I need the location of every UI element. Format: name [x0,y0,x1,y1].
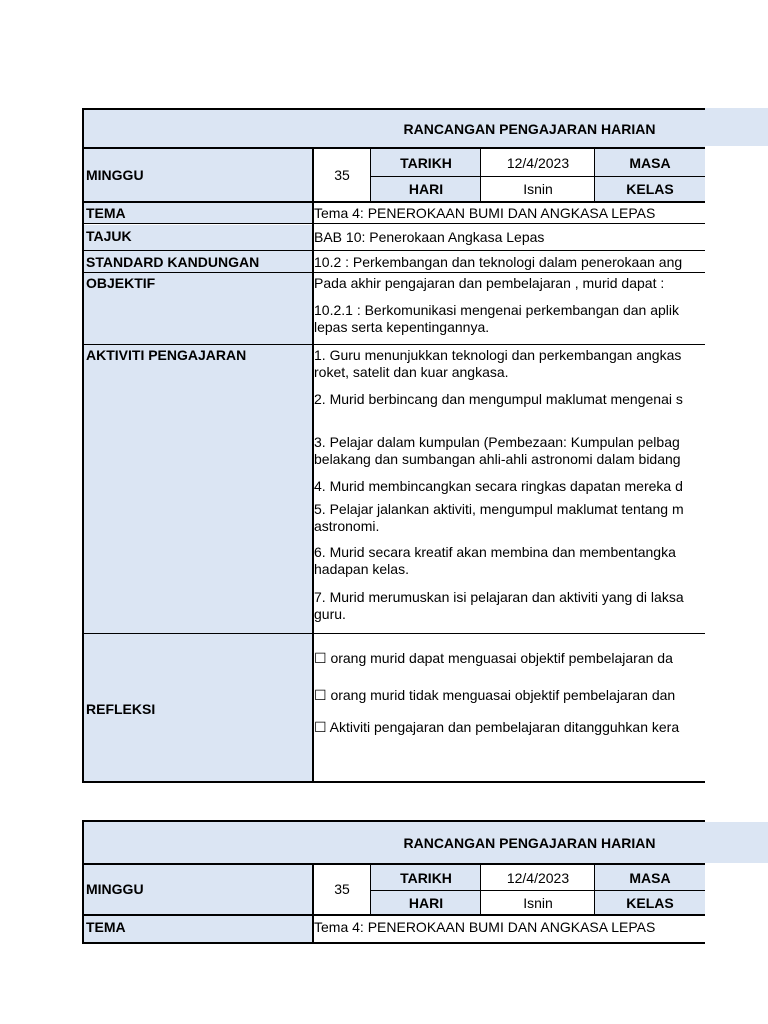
grid-line [84,781,705,783]
tajuk-label: TAJUK [84,225,313,251]
minggu-label: MINGGU [84,148,313,201]
lesson-plan-2 [82,820,705,944]
grid-line [84,942,705,944]
grid-line [84,633,705,634]
grid-line [84,147,705,149]
plan-title-text: RANCANGAN PENGAJARAN HARIAN [403,835,656,851]
plan-title [84,822,705,864]
minggu-value: 35 [334,166,350,183]
grid-line [312,147,314,783]
grid-line [370,147,371,201]
hari-label: HARI [371,891,481,914]
objektif-line: lepas serta kepentingannya. [314,319,490,335]
grid-line [84,344,705,345]
aktiviti-line: astronomi. [314,518,380,534]
grid-line [84,914,705,916]
minggu-value: 35 [334,881,350,897]
standard-label: STANDARD KANDUNGAN [84,251,313,273]
tema-label: TEMA [84,203,313,223]
aktiviti-content [313,345,705,634]
tema-label: TEMA [84,916,313,942]
grid-line [480,147,481,201]
objektif-label: OBJEKTIF [84,273,313,345]
refleksi-label: REFLEKSI [84,634,313,783]
grid-line [370,863,371,915]
aktiviti-line: 5. Pelajar jalankan aktiviti, mengumpul maklumat tentang m [314,501,684,517]
tarikh-value: 12/4/2023 [506,154,570,171]
kelas-label: KELAS [595,177,705,201]
aktiviti-line: belakang dan sumbangan ahli-ahli astronomi dalam bidang [314,451,681,467]
objektif-content [313,273,705,345]
aktiviti-label: AKTIVITI PENGAJARAN [84,345,313,634]
grid-line [594,863,595,915]
grid-line [84,863,705,865]
grid-line [594,147,595,201]
lesson-plan-1 [82,108,705,783]
grid-line [480,863,481,915]
grid-line [84,272,705,273]
header-band-extension-2 [703,822,768,863]
refleksi-checkbox-line: ☐ orang murid dapat menguasai objektif pembelajaran da [314,650,673,666]
aktiviti-line: guru. [314,606,346,622]
aktiviti-line: 2. Murid berbincang dan mengumpul maklumat mengenai s [314,391,683,407]
header-band-extension-1 [703,108,768,146]
standard-value: 10.2 : Perkembangan dan teknologi dalam penerokaan ang [314,254,683,270]
aktiviti-line: 7. Murid merumuskan isi pelajaran dan aktiviti yang di laksa [314,589,684,605]
refleksi-checkbox-line: ☐ orang murid tidak menguasai objektif pembelajaran dan [314,687,676,703]
kelas-label: KELAS [595,891,705,914]
grid-line [84,223,705,224]
aktiviti-line: 4. Murid membincangkan secara ringkas dapatan mereka d [314,478,683,494]
grid-line [312,863,314,944]
plan-title [84,110,705,148]
aktiviti-line: hadapan kelas. [314,561,409,577]
tarikh-label: TARIKH [371,864,481,891]
hari-value: Isnin [523,181,553,197]
aktiviti-line: roket, satelit dan kuar angkasa. [314,364,509,380]
aktiviti-line: 1. Guru menunjukkan teknologi dan perkembangan angkas [314,347,682,363]
tarikh-label: TARIKH [371,148,481,177]
aktiviti-line: 3. Pelajar dalam kumpulan (Pembezaan: Kumpulan pelbag [314,434,680,450]
objektif-line: Pada akhir pengajaran dan pembelajaran , murid dapat : [314,275,665,291]
minggu-label: MINGGU [84,864,313,914]
tarikh-value: 12/4/2023 [506,869,570,886]
tajuk-value: BAB 10: Penerokaan Angkasa Lepas [314,229,545,245]
grid-line [371,176,705,177]
objektif-line: 10.2.1 : Berkomunikasi mengenai perkembangan dan aplik [314,302,680,318]
masa-label: MASA [595,864,705,891]
refleksi-content [313,634,705,783]
tema-value: Tema 4: PENEROKAAN BUMI DAN ANGKASA LEPAS [314,205,656,221]
grid-line [371,890,705,891]
masa-label: MASA [595,148,705,177]
hari-value: Isnin [523,894,553,911]
tema-value: Tema 4: PENEROKAAN BUMI DAN ANGKASA LEPAS [314,919,656,935]
plan-title-text: RANCANGAN PENGAJARAN HARIAN [403,121,656,137]
grid-line [84,250,705,251]
grid-line [84,201,705,203]
aktiviti-line: 6. Murid secara kreatif akan membina dan membentangka [314,544,676,560]
hari-label: HARI [371,177,481,201]
refleksi-checkbox-line: ☐ Aktiviti pengajaran dan pembelajaran ditangguhkan kera [314,719,680,735]
